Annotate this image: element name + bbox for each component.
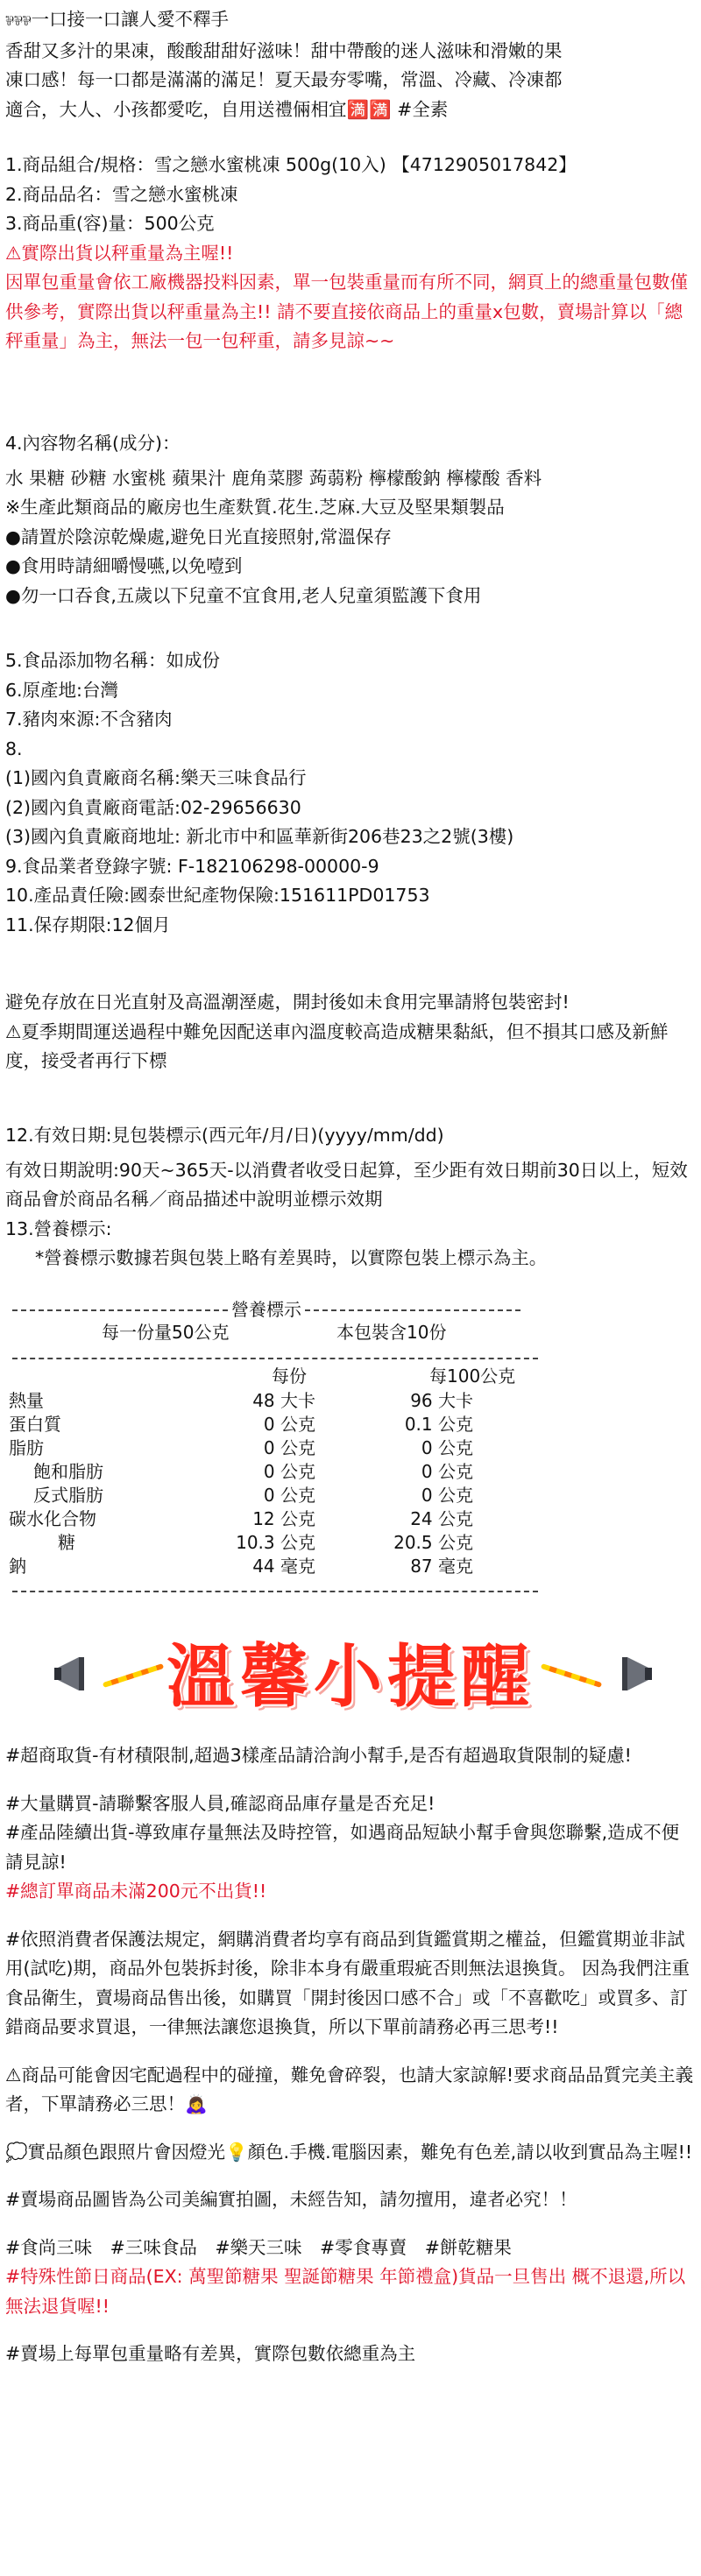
info-item: 11.保存期限:12個月 (5, 914, 171, 935)
dashed-divider (305, 1309, 520, 1311)
megaphone-icon (53, 1654, 102, 1694)
info-item: 6.原產地:台灣 (5, 679, 118, 701)
info-item: 8. (5, 738, 23, 759)
allergen-note: ※生產此類商品的廠房也生產麩質.花生.芝麻.大豆及堅果類製品 (5, 497, 505, 518)
expiry-explain: 有效日期說明:90天~365天-以消費者收受日起算，至少距有效日期前30日以上，短效商品會於商品名稱／商品描述中說明並標示效期 (5, 1159, 688, 1210)
ingredients-section (5, 429, 696, 610)
intro-line: 香甜又多汁的果凍，酸酸甜甜好滋味！甜中帶酸的迷人滋味和滑嫩的果 (5, 39, 563, 61)
nutrition-heading: 營養標示 (12, 1298, 520, 1322)
reminder-weight-final: #賣場上每單包重量略有差異，實際包數依總重為主 (5, 2343, 416, 2364)
reminder-bulk: #大量購買-請聯繫客服人員,確認商品庫存量是否充足! (5, 1792, 435, 1814)
reminder-cvs: #超商取貨-有材積限制,超過3樣產品請洽詢小幫手,是否有超過取貨限制的疑慮! (5, 1745, 632, 1766)
intro-line: 凍口感！每一口都是滿滿的滿足！夏天最夯零嘴，常溫、冷藏、冷凍都 (5, 69, 563, 90)
nutrition-serving-size: 每一份量50公克 (102, 1322, 230, 1343)
nutrition-col-per-serving: 每份 (272, 1366, 307, 1387)
storage-tip: ●勿一口吞食,五歲以下兒童不宜食用,老人兒童須監護下食用 (5, 584, 482, 606)
reminder-return-policy: #依照消費者保護法規定，網購消費者均享有商品到貨鑑賞期之權益，但鑑賞期並非試用(試吃)期，商品外包裝拆封後，除非本身有嚴重瑕疵否則無法退換貨。 因為我們注重食品衛生，賣場商品售出後，如購買「開封後因口感不合」或「不喜歡吃」或買多、訂錯商品要求買退，一律無法讓您退換貨，所以下單前請務必再三思考!! (5, 1928, 690, 2037)
info-item: 5.食品添加物名稱：如成份 (5, 650, 221, 671)
nutrition-table (9, 1389, 552, 1578)
nutrition-col-per-100g: 每100公克 (429, 1366, 516, 1387)
nutrition-row: 熱量 48 大卡 96 大卡 (9, 1390, 473, 1411)
intro-line: 適合，大人、小孩都愛吃，自用送禮倆相宜🈵🈵 #全素 (5, 98, 449, 120)
info-item: 9.食品業者登錄字號: F-182106298-00000-9 (5, 855, 379, 877)
weight-notice-title: ⚠實際出貨以秤重量為主喔!! (5, 242, 234, 264)
storage-tip: ●食用時請細嚼慢嚥,以免噎到 (5, 555, 243, 576)
reminder-preorder: #產品陸續出貨-導致庫存量無法及時控管，如遇商品短缺小幫手會與您聯繫,造成不便請見諒! (5, 1822, 680, 1873)
reminder-color: 💭實品顏色跟照片會因燈光💡顏色.手機.電腦因素，難免有色差,請以收到實品為主喔!! (5, 2141, 693, 2163)
intro-section (5, 5, 696, 124)
reminder-holiday: #特殊性節日商品(EX: 萬聖節糖果 聖誕節糖果 年節禮盒)貨品一旦售出 概不退還,所以無法退貨喔!! (5, 2266, 686, 2317)
sparkle-icons: ⅌⅌⅌ (5, 13, 32, 29)
nutrition-row: 脂肪 0 公克 0 公克 (9, 1437, 473, 1458)
spec-section (5, 151, 696, 356)
dashed-divider (12, 1309, 228, 1311)
reminder-photo: #賣場商品圖皆為公司美編實拍圖，未經告知，請勿擅用，違者必究！！ (5, 2189, 577, 2210)
storage-tip: ●請置於陰涼乾燥處,避免日光直接照射,常溫保存 (5, 526, 392, 547)
expiry-item: 12.有效日期:見包裝標示(西元年/月/日)(yyyy/mm/dd) (5, 1125, 444, 1146)
nutrition-row: 反式脂肪 0 公克 0 公克 (33, 1485, 473, 1506)
hashtag-list: #食尚三味 #三味食品 #樂天三味 #零食專賣 #餅乾糖果 (5, 2236, 512, 2258)
maker-address: (3)國內負責廠商地址: 新北市中和區華新街206巷23之2號(3樓) (5, 826, 514, 847)
maker-name: (1)國內負責廠商名稱:樂天三味食品行 (5, 767, 307, 788)
storage-section (5, 988, 696, 1076)
info-item: 7.豬肉來源:不含豬肉 (5, 709, 173, 730)
nutrition-servings-count: 本包裝含10份 (336, 1322, 447, 1343)
ingredients-list: 水 果糖 砂糖 水蜜桃 蘋果汁 鹿角菜膠 蒟蒻粉 檸檬酸鈉 檸檬酸 香料 (5, 467, 542, 489)
maker-phone: (2)國內負責廠商電話:02-29656630 (5, 796, 301, 818)
spec-item: 2.商品品名：雪之戀水蜜桃凍 (5, 183, 238, 205)
nutrition-row: 蛋白質 0 公克 0.1 公克 (9, 1414, 473, 1435)
reminder-broken: ⚠商品可能會因宅配過程中的碰撞，難免會碎裂，也請大家諒解!要求商品品質完美主義者，下單請務必三思！🙇‍♀️ (5, 2064, 694, 2114)
info-section (5, 646, 696, 940)
nutrition-row: 飽和脂肪 0 公克 0 公克 (33, 1461, 473, 1482)
intro-title: ⅌⅌⅌一口接一口讓人愛不釋手 (5, 9, 229, 30)
weight-notice-body: 因單包重量會依工廠機器投料因素，單一包裝重量而有所不同，網頁上的總重量包數僅供參考，實際出貨以秤重量為主!! 請不要直接依商品上的重量x包數，賣場計算以「總秤重量」為主，無法一包一包秤重，請多見諒~~ (5, 272, 688, 351)
info-item: 10.產品責任險:國泰世紀產物保險:151611PD01753 (5, 885, 430, 906)
dashed-divider (12, 1358, 538, 1359)
expiry-section (5, 1121, 696, 1274)
spec-item: 1.商品組合/規格：雪之戀水蜜桃凍 500g(10入) 【4712905017842】 (5, 154, 577, 175)
nutrition-row: 糖 10.3 公克 20.5 公克 (58, 1532, 473, 1553)
decorative-stripe (103, 1663, 164, 1688)
reminders-section (5, 1741, 696, 2369)
nutrition-label-item: 13.營養標示: (5, 1217, 112, 1239)
spec-item: 3.商品重(容)量：500公克 (5, 213, 215, 234)
ingredients-title: 4.內容物名稱(成分)： (5, 433, 181, 454)
storage-line: 避免存放在日光直射及高溫潮溼處，開封後如未食用完畢請將包裝密封! (5, 992, 570, 1013)
banner-title: 溫馨小提醒 (166, 1638, 535, 1717)
megaphone-icon (605, 1654, 654, 1694)
nutrition-note: *營養標示數據若與包裝上略有差異時，以實際包裝上標示為主。 (35, 1247, 548, 1268)
summer-notice: ⚠夏季期間運送過程中難免因配送車內溫度較高造成糖果黏紙，但不損其口感及新鮮度，接受者再行下標 (5, 1020, 669, 1071)
reminder-banner (0, 1629, 701, 1726)
reminder-min-order: #總訂單商品未滿200元不出貨!! (5, 1881, 267, 1902)
nutrition-row: 鈉 44 毫克 87 毫克 (9, 1556, 473, 1577)
dashed-divider (12, 1591, 538, 1592)
decorative-stripe (541, 1663, 602, 1688)
nutrition-row: 碳水化合物 12 公克 24 公克 (9, 1508, 473, 1529)
